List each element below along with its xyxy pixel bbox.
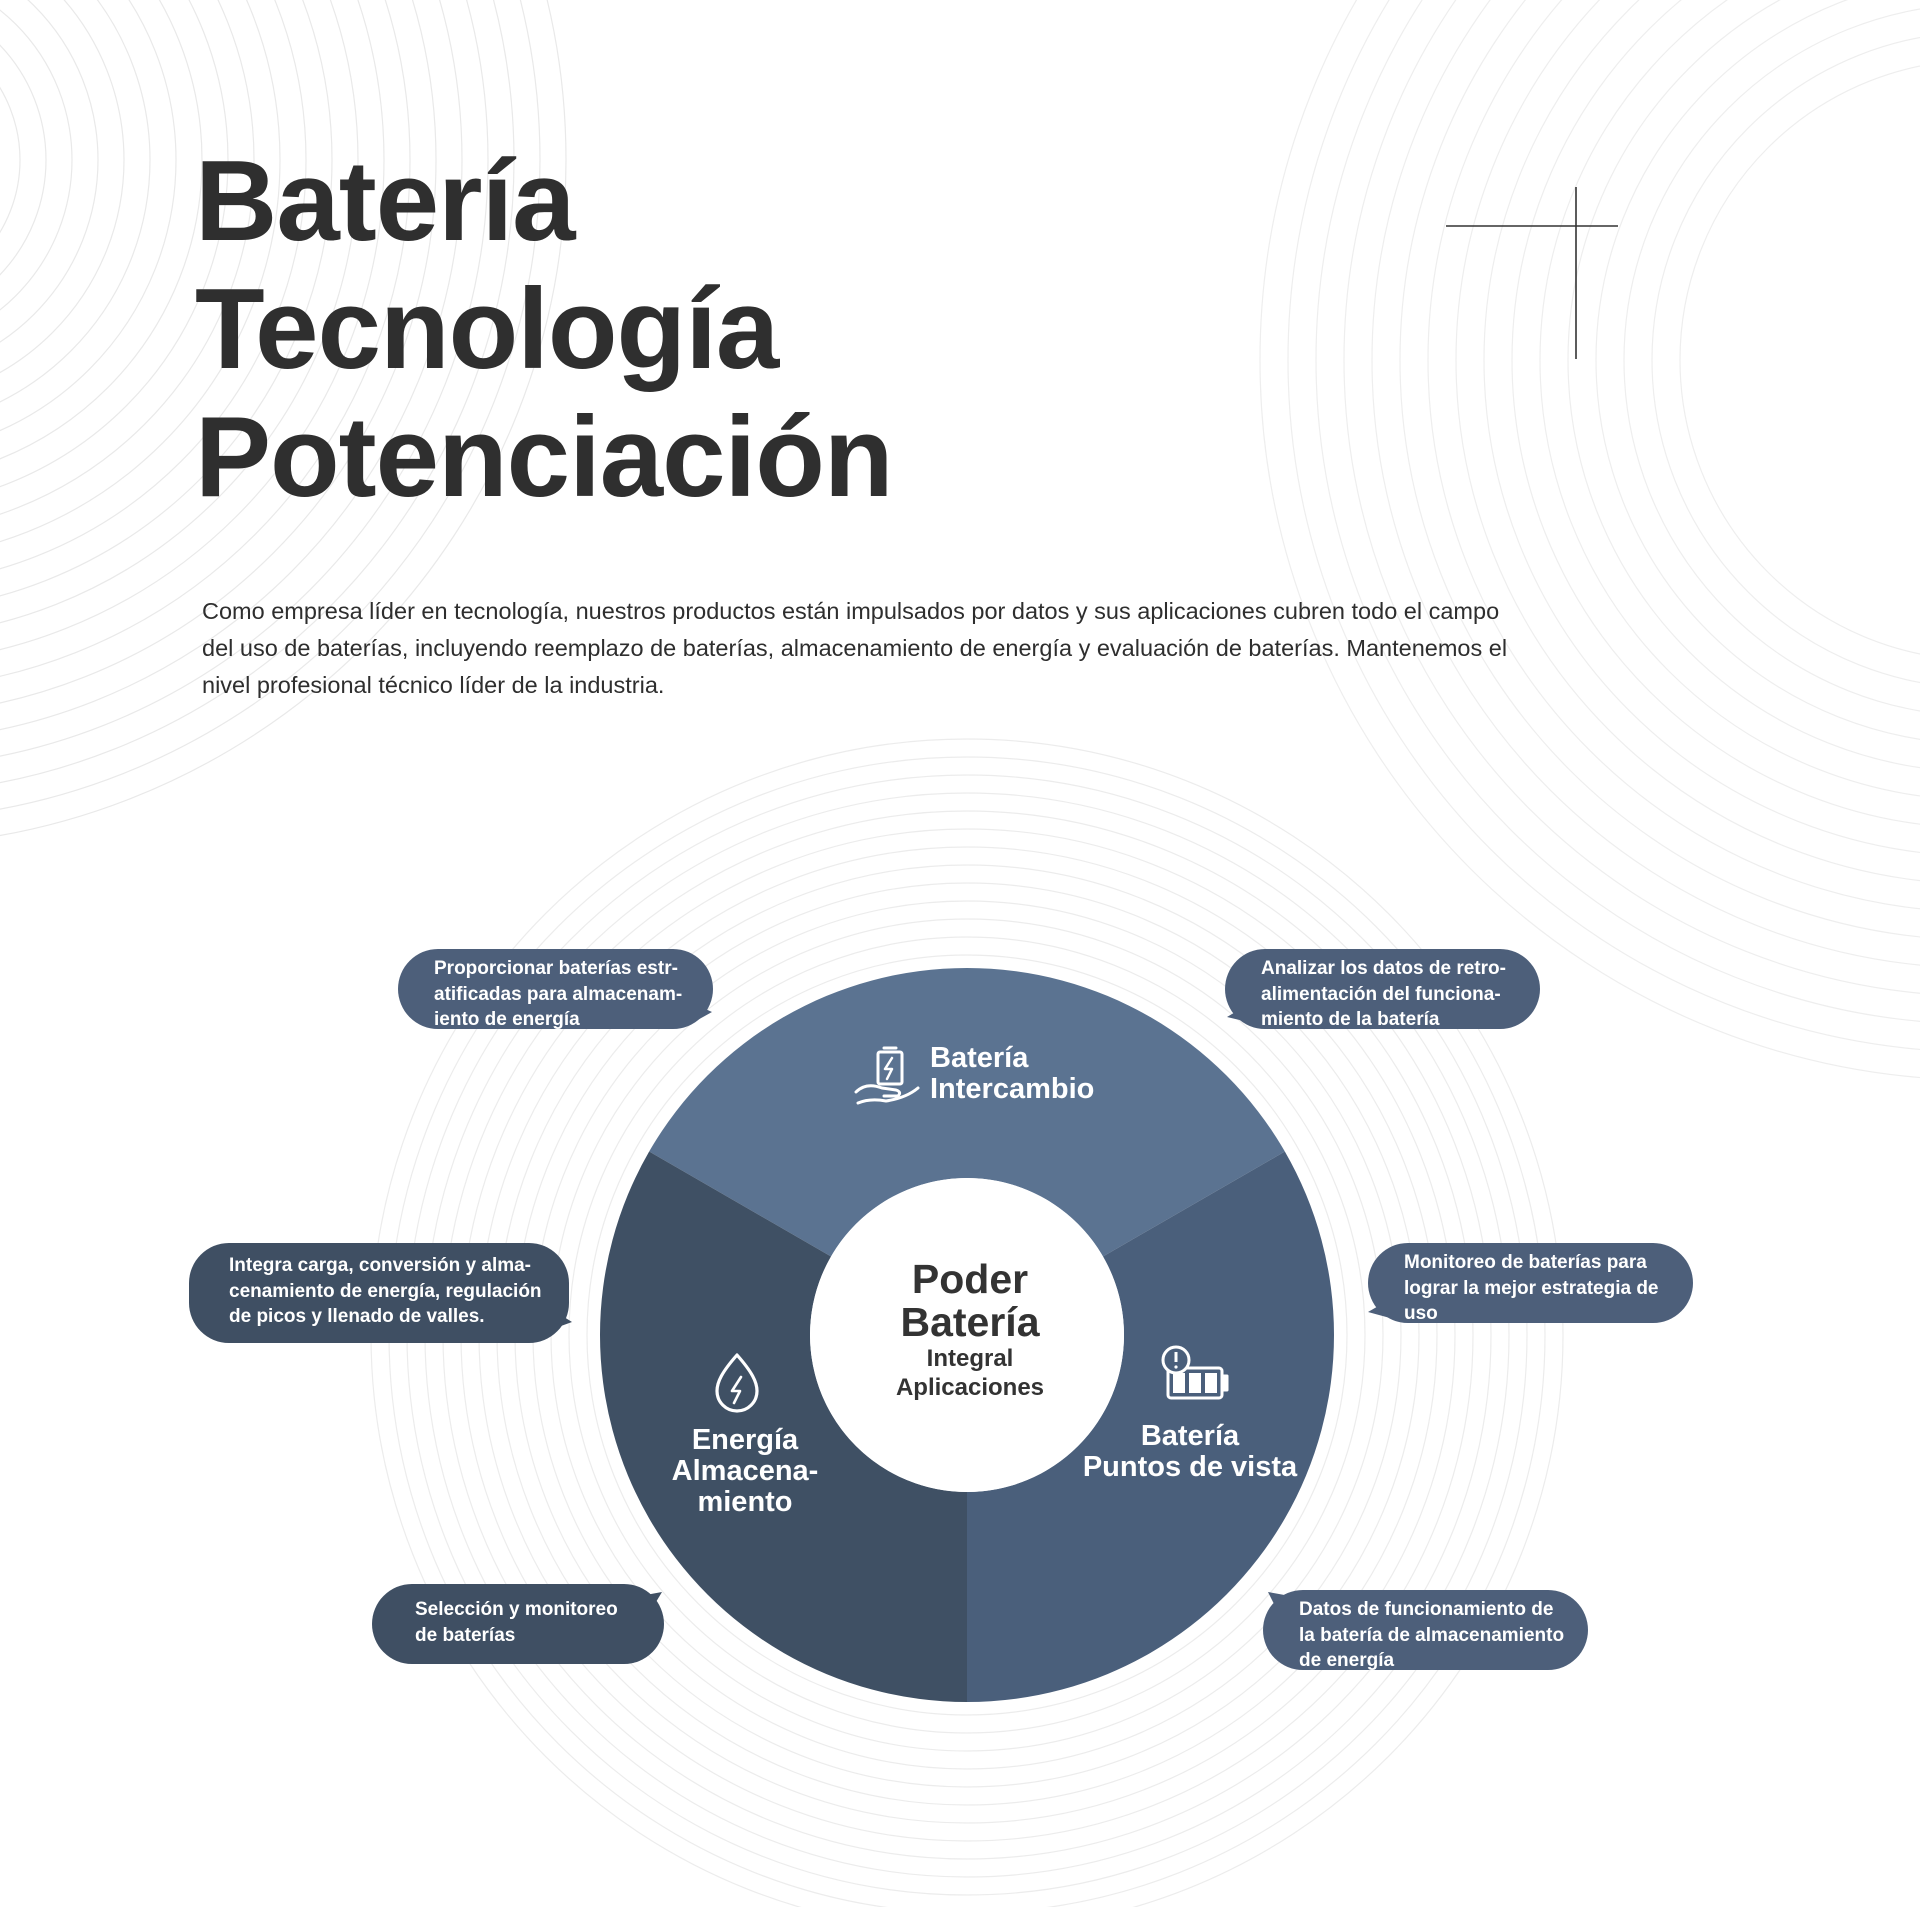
title-line-3: Potenciación xyxy=(195,394,893,521)
callout-line: Datos de funcionamiento de xyxy=(1299,1599,1554,1620)
callout-line: Integra carga, conversión y alma- xyxy=(229,1255,532,1276)
callout-line: atificadas para almacenam- xyxy=(434,983,683,1005)
segment-label-line: Intercambio xyxy=(930,1073,1095,1105)
callout-bottom-right xyxy=(1263,1590,1588,1670)
callout-line: alimentación del funciona- xyxy=(1261,983,1501,1005)
center-subtitle-line-2: Aplicaciones xyxy=(895,1374,1045,1401)
callout-line: de energía xyxy=(1299,1650,1395,1671)
segment-label-energy-storage xyxy=(640,1425,850,1518)
callout-line: Analizar los datos de retro- xyxy=(1261,958,1506,979)
center-label xyxy=(810,1258,1130,1402)
center-title-line-1: Poder xyxy=(911,1256,1029,1302)
callout-line: uso xyxy=(1404,1303,1438,1324)
callout-top-right xyxy=(1225,949,1540,1029)
callout-line: iento de energía xyxy=(434,1009,580,1030)
callout-line: de baterías xyxy=(415,1624,516,1646)
intro-line-2: del uso de baterías, incluyendo reemplazo de baterías, almacenamiento de energía y evaluación de baterías. Mantenemos el xyxy=(202,635,1508,661)
callout-line: de picos y llenado de valles. xyxy=(229,1306,485,1327)
segment-label-battery-swap xyxy=(930,1043,1094,1105)
callout-mid-left xyxy=(189,1243,569,1343)
callout-mid-right xyxy=(1368,1243,1693,1323)
segment-label-battery-views xyxy=(1060,1421,1320,1483)
title-line-2: Tecnología xyxy=(195,266,779,393)
segment-label-line: Batería xyxy=(930,1042,1029,1074)
intro-line-1: Como empresa líder en tecnología, nuestros productos están impulsados por datos y sus aplicaciones cubren todo el campo xyxy=(202,598,1500,624)
callout-line: Proporcionar baterías estr- xyxy=(434,958,678,979)
callout-line: la batería de almacenamiento xyxy=(1299,1624,1565,1646)
callout-line: Selección y monitoreo xyxy=(415,1599,618,1620)
callout-line: cenamiento de energía, regulación xyxy=(229,1280,542,1302)
segment-label-line: Puntos de vista xyxy=(1082,1451,1298,1483)
segment-label-line: Energía xyxy=(691,1424,799,1456)
callout-line: miento de la batería xyxy=(1261,1009,1440,1030)
center-title-line-2: Batería xyxy=(900,1299,1040,1345)
segment-label-line: Almacena- xyxy=(671,1455,819,1487)
intro-line-3: nivel profesional técnico líder de la industria. xyxy=(202,672,665,698)
center-subtitle-line-1: Integral xyxy=(926,1345,1014,1372)
title-line-1: Batería xyxy=(195,138,575,265)
segment-label-line: miento xyxy=(697,1486,793,1518)
callout-line: lograr la mejor estrategia de xyxy=(1404,1277,1659,1299)
callout-line: Monitoreo de baterías para xyxy=(1404,1252,1647,1273)
callout-bottom-left xyxy=(372,1584,664,1664)
callout-top-left xyxy=(398,949,713,1029)
segment-label-line: Batería xyxy=(1140,1420,1240,1452)
